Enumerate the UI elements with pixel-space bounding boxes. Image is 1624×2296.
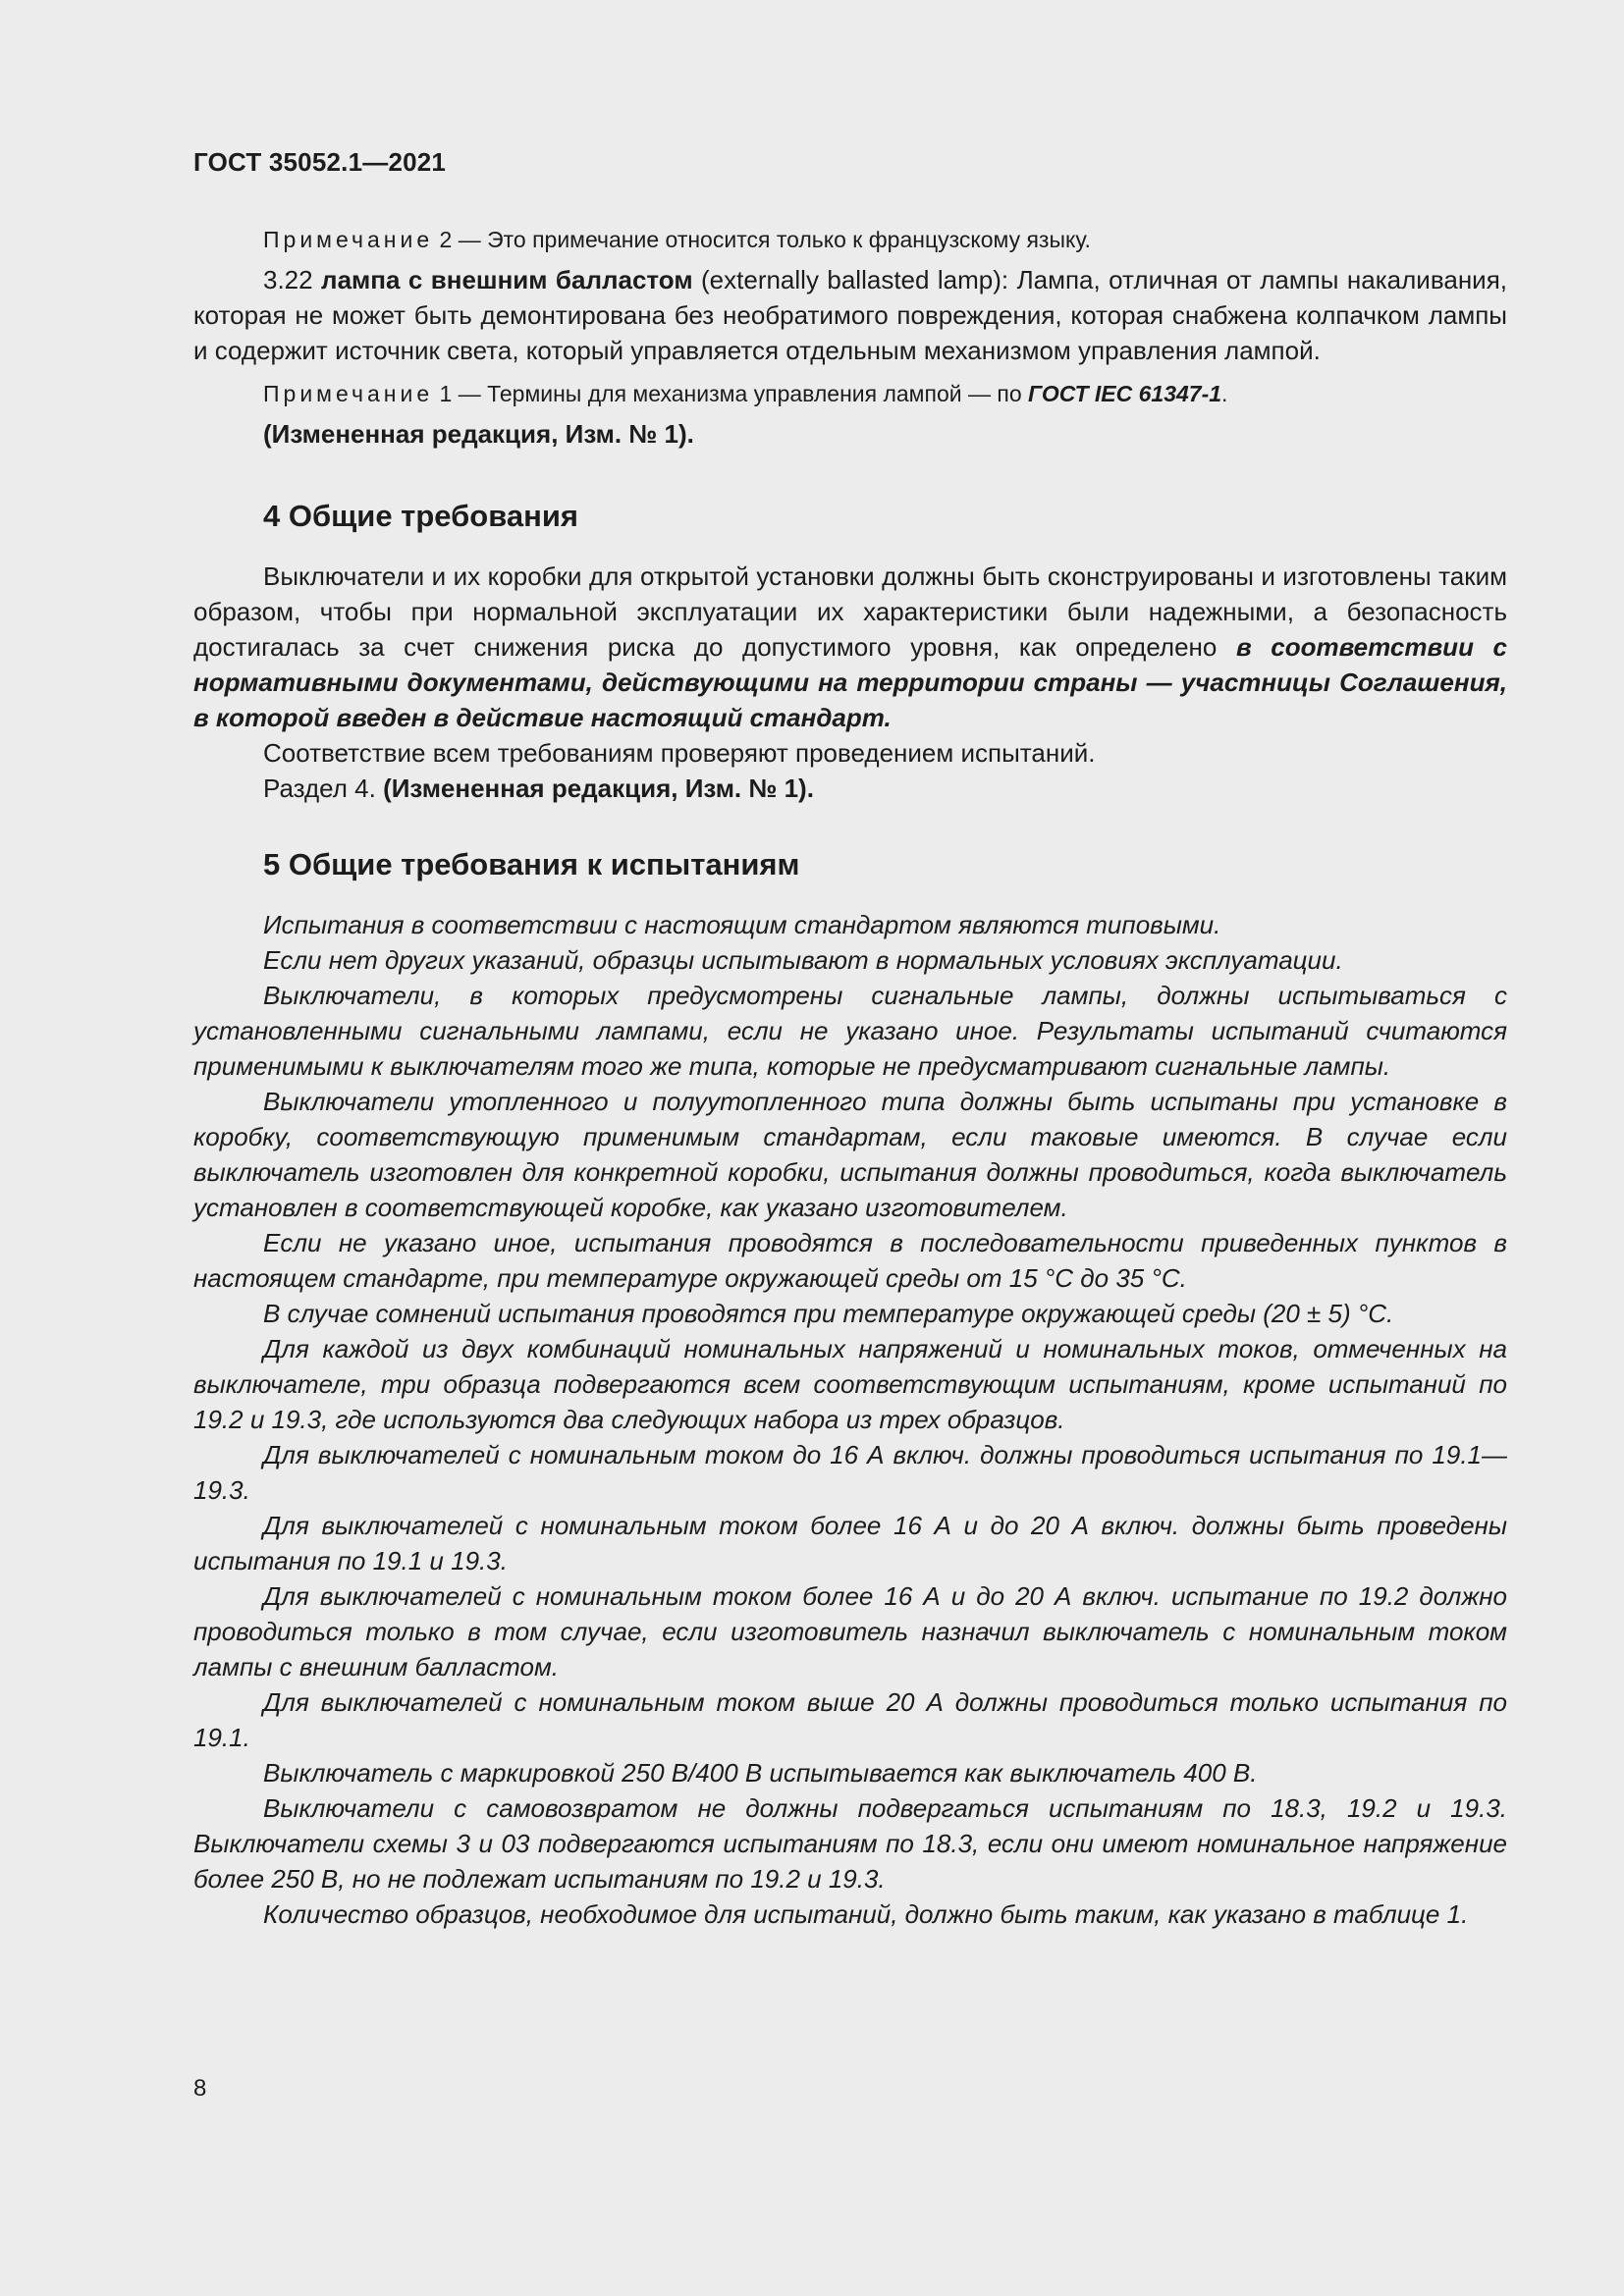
section-5-heading: 5 Общие требования к испытаниям (263, 847, 800, 881)
section-5-paragraph: Для каждой из двух комбинаций номинальных напряжений и номинальных токов, отмеченных на выключателе, три образца подвергаются всем соответствующим испытаниям, кроме испытаний по 19.2 и 19.3, где используются два следующих набора из трех образцов. (193, 1334, 1507, 1434)
note-text: 1 — Термины для механизма управления лампой — по (433, 381, 1029, 406)
section-5-paragraph: Для выключателей с номинальным током более 16 А и до 20 А включ. должны быть проведены испытания по 19.1 и 19.3. (193, 1511, 1507, 1575)
page-number: 8 (193, 2075, 207, 2102)
amendment-note: (Измененная редакция, Изм. № 1). (383, 774, 814, 803)
note-1 (193, 378, 1507, 409)
note-2 (193, 224, 1507, 255)
note-label: Примечание (263, 381, 434, 406)
section-5-paragraph: Испытания в соответствии с настоящим стандартом являются типовыми. (263, 910, 1221, 939)
section-5-paragraph: Выключатели с самовозвратом не должны подвергаться испытаниям по 18.3, 19.2 и 19.3. Выключатели схемы 3 и 03 подвергаются испытаниям по 18.3, если они имеют номинальное напряжение более 250 В, но не подлежат испытаниям по 19.2 и 19.3. (193, 1793, 1507, 1894)
document-header: ГОСТ 35052.1—2021 (193, 147, 447, 177)
note-end: . (1221, 381, 1228, 406)
section-4-amendment (193, 771, 1507, 806)
section-5-paragraph: Выключатели утопленного и полуутопленного типа должны быть испытаны при установке в коробку, соответствующую применимым стандартам, если таковые имеются. В случае если выключатель изготовлен для конкретной коробки, испытания должны проводиться, когда выключатель установлен в соответствующей коробке, как указано изготовителем. (193, 1087, 1507, 1222)
section-5-paragraph: Если не указано иное, испытания проводятся в последовательности приведенных пунктов в настоящем стандарте, при температуре окружающей среды от 15 °C до 35 °C. (193, 1228, 1507, 1293)
term-3-22 (193, 262, 1507, 368)
section-4-heading: 4 Общие требования (263, 499, 578, 533)
amendment-note: (Измененная редакция, Изм. № 1). (263, 419, 694, 449)
section-5-paragraph: Для выключателей с номинальным током до 16 А включ. должны проводиться испытания по 19.1—19.3. (193, 1440, 1507, 1505)
section-5-paragraph: Для выключателей с номинальным током более 16 А и до 20 А включ. испытание по 19.2 должно проводиться только в том случае, если изготовитель назначил выключатель с номинальным током лампы с внешним балластом. (193, 1581, 1507, 1682)
term-number: 3.22 (263, 265, 322, 294)
section-5-paragraph: Для выключателей с номинальным током выше 20 А должны проводиться только испытания по 19.1. (193, 1687, 1507, 1752)
note-text: 2 — Это примечание относится только к французскому языку. (433, 227, 1091, 252)
standard-reference: ГОСТ IEC 61347-1 (1028, 381, 1222, 406)
section-5-paragraph: Количество образцов, необходимое для испытаний, должно быть таким, как указано в таблице 1. (263, 1899, 1469, 1929)
paragraph-text: Выключатели и их коробки для открытой установки должны быть сконструированы и изготовлены таким образом, чтобы при нормальной эксплуатации их характеристики были надежными, а безопасность достигалась за счет снижения риска до допустимого уровня, как определено (193, 561, 1507, 662)
paragraph-text: Раздел 4. (263, 774, 384, 803)
section-5-paragraph: Выключатель с маркировкой 250 В/400 В испытывается как выключатель 400 В. (263, 1758, 1258, 1788)
section-4-paragraph (193, 559, 1507, 735)
section-5-paragraph: Если нет других указаний, образцы испытывают в нормальных условиях эксплуатации. (263, 945, 1343, 975)
section-5-paragraph: Выключатели, в которых предусмотрены сигнальные лампы, должны испытываться с установленными сигнальными лампами, если не указано иное. Результаты испытаний считаются применимыми к выключателям того же типа, которые не предусматривают сигнальные лампы. (193, 981, 1507, 1081)
term-name: лампа с внешним балластом (321, 265, 693, 294)
document-body (193, 224, 1507, 1932)
term-definition: (externally ballasted lamp): Лампа, отличная от лампы накаливания, которая не может быть демонтирована без необратимого повреждения, которая снабжена колпачком лампы и содержит источник света, который управляется отдельным механизмом управления лампой. (193, 265, 1507, 365)
note-label: Примечание (263, 227, 434, 252)
section-5-paragraph: В случае сомнений испытания проводятся при температуре окружающей среды (20 ± 5) °C. (263, 1299, 1394, 1328)
paragraph-emphasis: в соответствии с нормативными документами, действующими на территории страны — участницы Соглашения, в которой введен в действие настоящий стандарт. (193, 632, 1508, 732)
section-5-body (193, 907, 1507, 1932)
section-4-paragraph: Соответствие всем требованиям проверяют проведением испытаний. (263, 738, 1096, 768)
